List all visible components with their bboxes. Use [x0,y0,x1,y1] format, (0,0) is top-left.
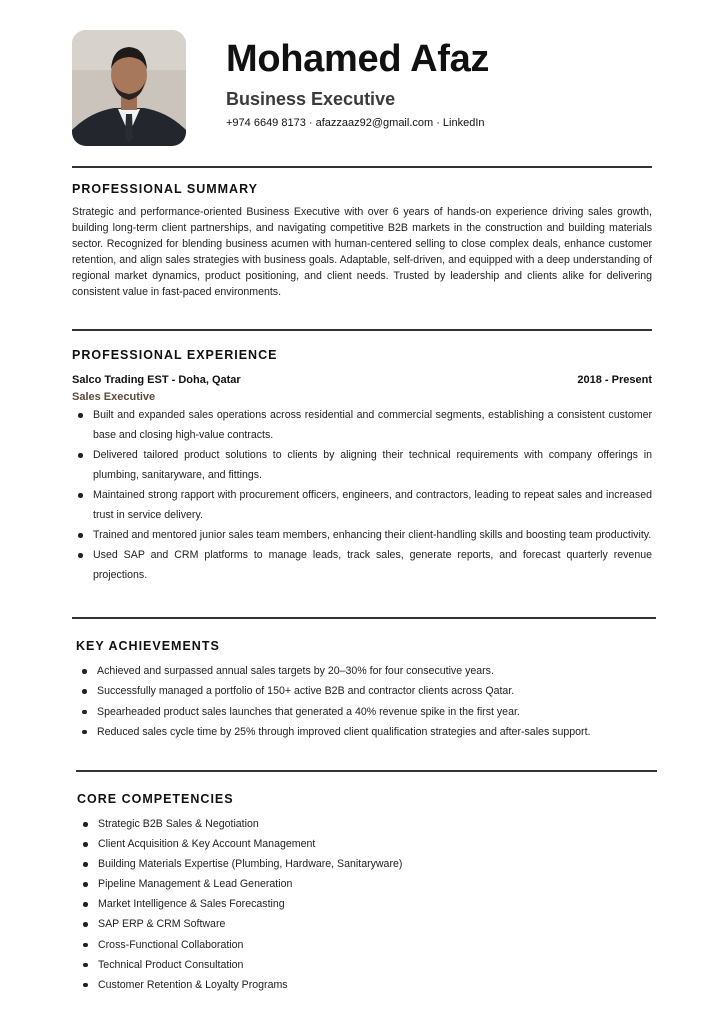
list-item: Cross-Functional Collaboration [77,935,637,955]
list-item: Successfully managed a portfolio of 150+ active B2B and contractor clients across Qatar. [76,681,616,701]
list-item: Building Materials Expertise (Plumbing, Hardware, Sanitaryware) [77,854,637,874]
list-item: SAP ERP & CRM Software [77,914,637,934]
divider [72,166,652,168]
list-item: Spearheaded product sales launches that generated a 40% revenue spike in the first year. [76,702,616,722]
list-item: Maintained strong rapport with procurement officers, engineers, and contractors, leading to repeat sales and increased trust in service delivery. [72,485,652,525]
competencies-heading: CORE COMPETENCIES [77,792,234,806]
divider [72,329,652,331]
profile-photo [72,30,186,146]
list-item: Achieved and surpassed annual sales targets by 20–30% for four consecutive years. [76,661,616,681]
list-item: Market Intelligence & Sales Forecasting [77,894,637,914]
summary-heading: PROFESSIONAL SUMMARY [72,182,258,196]
portrait-image [72,30,186,146]
list-item: Reduced sales cycle time by 25% through improved client qualification strategies and after-sales support. [76,722,616,742]
list-item: Customer Retention & Loyalty Programs [77,975,637,995]
list-item: Used SAP and CRM platforms to manage leads, track sales, generate reports, and forecast quarterly revenue projections. [72,545,652,585]
job-dates: 2018 - Present [577,374,652,386]
divider [76,770,657,772]
candidate-role: Business Executive [226,89,396,109]
list-item: Delivered tailored product solutions to clients by aligning their technical requirements with company offerings in plumbing, sanitaryware, and fittings. [72,445,652,485]
achievements-heading: KEY ACHIEVEMENTS [76,639,220,653]
list-item: Technical Product Consultation [77,955,637,975]
list-item: Client Acquisition & Key Account Management [77,834,637,854]
list-item: Built and expanded sales operations across residential and commercial segments, establishing a consistent customer base and closing high-value contracts. [72,405,652,445]
experience-heading: PROFESSIONAL EXPERIENCE [72,348,278,362]
job-title: Sales Executive [72,391,156,403]
experience-bullet-list [72,405,652,585]
list-item: Trained and mentored junior sales team members, enhancing their client-handling skills and boosting team productivity. [72,525,652,545]
list-item: Pipeline Management & Lead Generation [77,874,637,894]
contact-line: +974 6649 8173 · afazzaaz92@gmail.com · LinkedIn [226,117,485,129]
candidate-name: Mohamed Afaz [226,38,490,80]
job-header [72,374,652,386]
summary-text: Strategic and performance-oriented Business Executive with over 6 years of hands-on experience driving sales growth, building long-term client partnerships, and navigating competitive B2B markets in the construction and building materials sector. Recognized for blending business acumen with human-centered selling to close complex deals, enhance customer retention, and align sales strategies with business goals. Adaptable, self-driven, and equipped with a deep understanding of regional market dynamics, product positioning, and client needs. Trusted by leadership and clients alike for delivering consistent value in fast-paced environments. [72,206,652,298]
competencies-bullet-list [77,814,637,995]
divider [72,617,656,619]
achievements-bullet-list [76,661,616,742]
company-location: Salco Trading EST - Doha, Qatar [72,374,241,386]
list-item: Strategic B2B Sales & Negotiation [77,814,637,834]
